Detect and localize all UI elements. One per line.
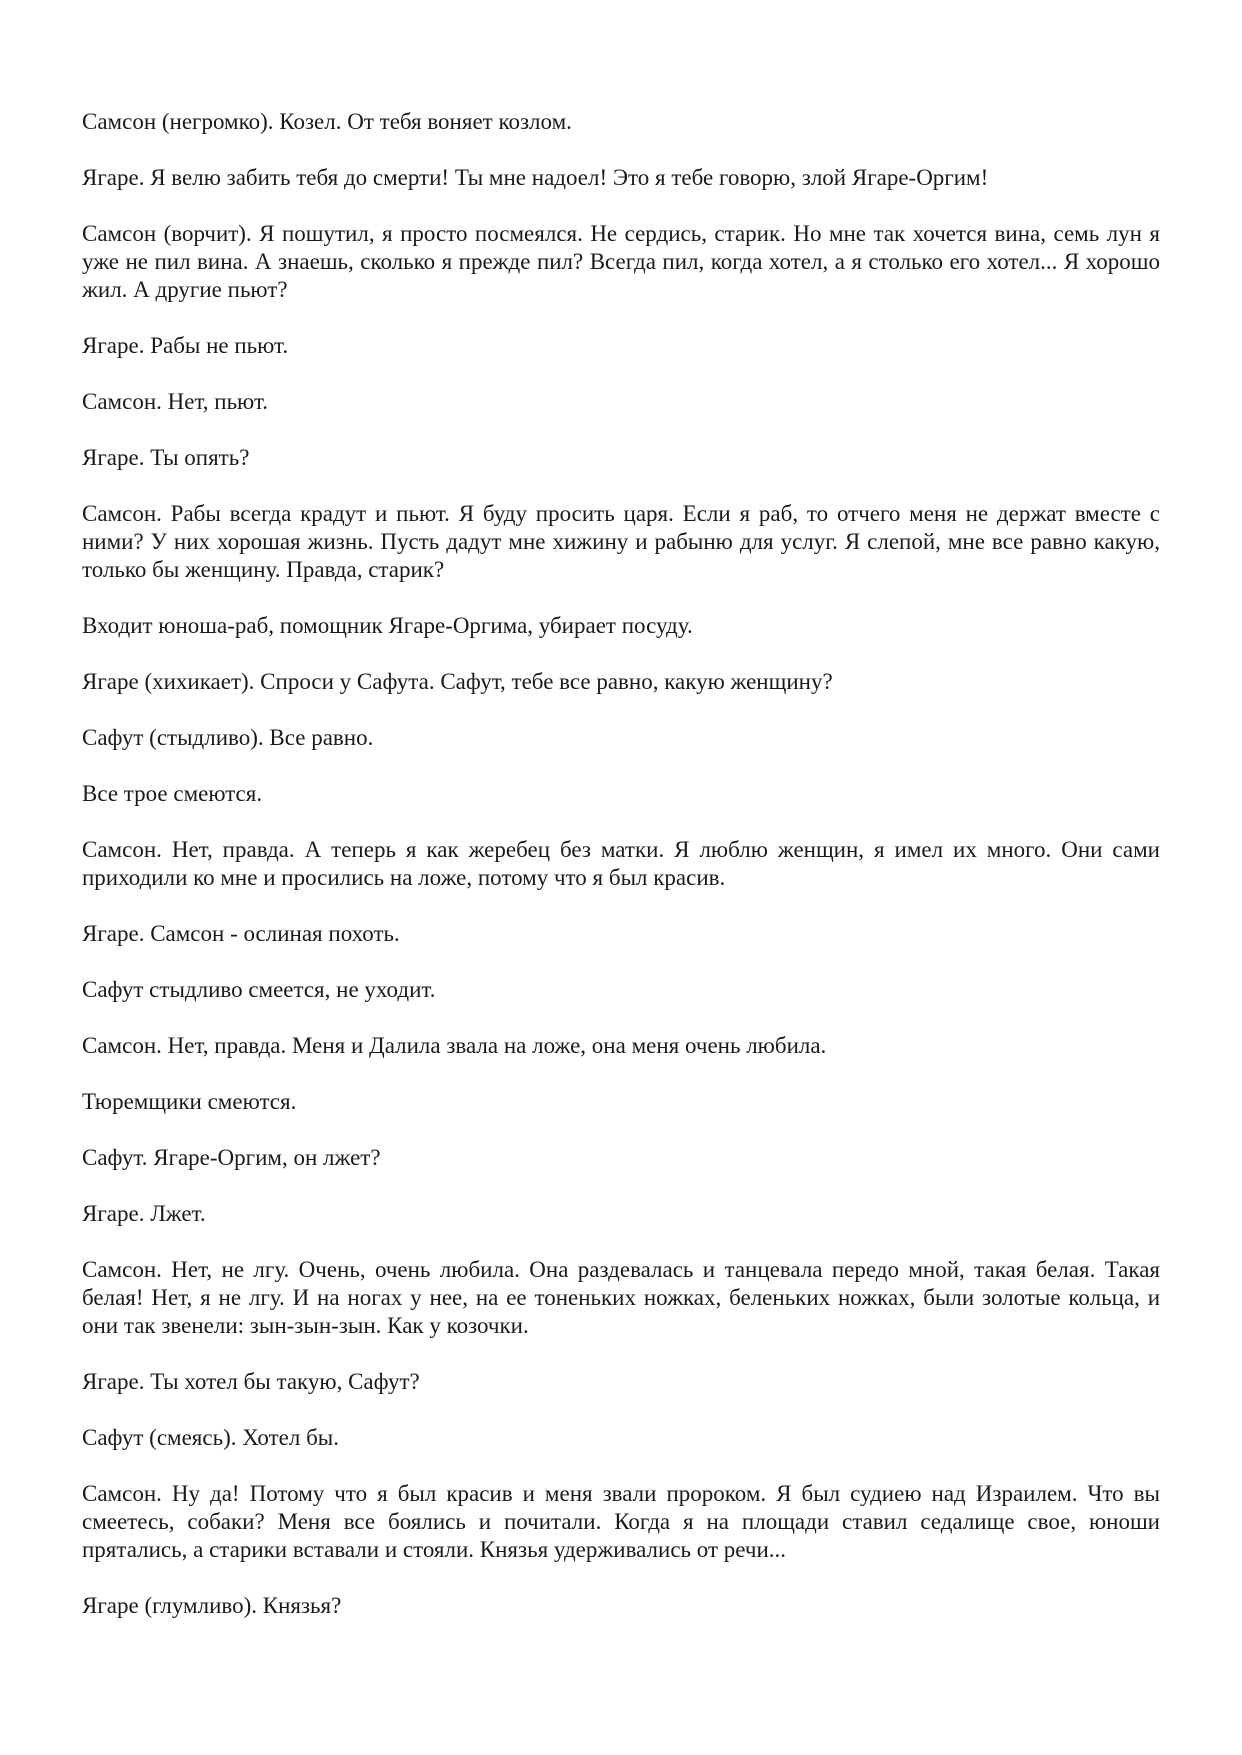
paragraph: Ягаре. Ты хотел бы такую, Сафут?	[82, 1369, 420, 1394]
paragraph: Входит юноша-раб, помощник Ягаре-Оргима, убирает посуду.	[82, 613, 693, 638]
paragraph: Самсон (негромко). Козел. От тебя воняет козлом.	[82, 109, 572, 134]
paragraph: Самсон (ворчит). Я пошутил, я просто посмеялся. Не сердись, старик. Но мне так хочется вина, семь лун я уже не пил вина. А знаешь, сколько я прежде пил? Всегда пил, когда хотел, а я столько его хотел... Я хорошо жил. А другие пьют?	[82, 221, 1160, 302]
paragraph: Тюремщики смеются.	[82, 1089, 297, 1114]
paragraph: Ягаре. Самсон - ослиная похоть.	[82, 921, 400, 946]
paragraph: Самсон. Рабы всегда крадут и пьют. Я буду просить царя. Если я раб, то отчего меня не держат вместе с ними? У них хорошая жизнь. Пусть дадут мне хижину и рабыню для услуг. Я слепой, мне все равно какую, только бы женщину. Правда, старик?	[82, 501, 1160, 582]
paragraph: Ягаре. Ты опять?	[82, 445, 250, 470]
paragraph: Самсон. Нет, правда. А теперь я как жеребец без матки. Я люблю женщин, я имел их много. Они сами приходили ко мне и просились на ложе, потому что я был красив.	[82, 837, 1160, 890]
paragraph: Самсон. Нет, пьют.	[82, 389, 269, 414]
paragraph: Ягаре. Я велю забить тебя до смерти! Ты мне надоел! Это я тебе говорю, злой Ягаре-Оргим!	[82, 165, 989, 190]
paragraph: Ягаре. Лжет.	[82, 1201, 206, 1226]
paragraph: Самсон. Нет, правда. Меня и Далила звала на ложе, она меня очень любила.	[82, 1033, 827, 1058]
paragraph: Все трое смеются.	[82, 781, 263, 806]
paragraph: Ягаре (хихикает). Спроси у Сафута. Сафут, тебе все равно, какую женщину?	[82, 669, 833, 694]
paragraph: Самсон. Ну да! Потому что я был красив и меня звали пророком. Я был судиею над Израилем. Что вы смеетесь, собаки? Меня все боялись и почитали. Когда я на площади ставил седалище свое, юноши прятались, а старики вставали и стояли. Князья удерживались от речи...	[82, 1481, 1160, 1562]
paragraph: Ягаре (глумливо). Князья?	[82, 1593, 342, 1618]
paragraph: Ягаре. Рабы не пьют.	[82, 333, 289, 358]
paragraph: Сафут (стыдливо). Все равно.	[82, 725, 374, 750]
paragraph: Сафут. Ягаре-Оргим, он лжет?	[82, 1145, 381, 1170]
paragraph: Сафут (смеясь). Хотел бы.	[82, 1425, 339, 1450]
paragraph: Сафут стыдливо смеется, не уходит.	[82, 977, 436, 1002]
document-page	[82, 108, 1160, 1648]
paragraph: Самсон. Нет, не лгу. Очень, очень любила. Она раздевалась и танцевала передо мной, такая белая. Такая белая! Нет, я не лгу. И на ногах у нее, на ее тоненьких ножках, беленьких ножках, были золотые кольца, и они так звенели: зын-зын-зын. Как у козочки.	[82, 1257, 1160, 1338]
